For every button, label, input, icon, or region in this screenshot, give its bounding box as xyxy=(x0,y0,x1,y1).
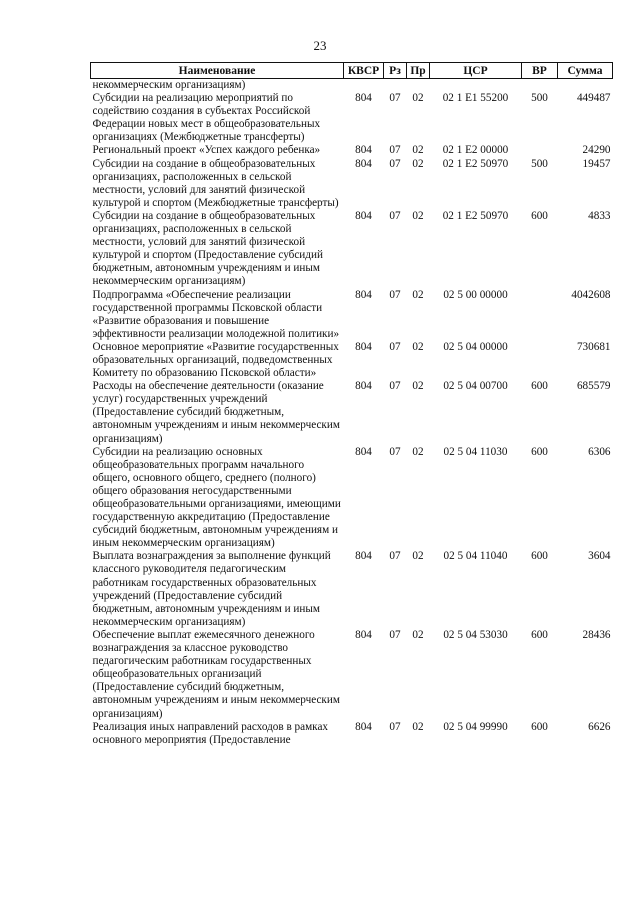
cell-kvsr: 804 xyxy=(355,380,372,393)
cell-kvsr: 804 xyxy=(355,550,372,563)
cell-pr: 02 xyxy=(412,720,424,733)
column-header-sum: Сумма xyxy=(558,63,613,79)
cell-csr xyxy=(430,79,522,93)
table-row xyxy=(91,79,613,93)
cell-pr: 02 xyxy=(412,628,424,641)
cell-sum: 19457 xyxy=(582,157,611,170)
cell-csr: 02 5 04 00700 xyxy=(443,380,508,393)
cell-csr: 02 5 04 99990 xyxy=(443,720,508,733)
cell-kvsr: 804 xyxy=(355,288,372,301)
cell-pr: 02 xyxy=(412,380,424,393)
cell-name: Выплата вознаграждения за выполнение функций классного руководителя педагогическим работникам государственных образовательных учреждений (Предоставление субсидий бюджетным, автономным учреждениям и иным некоммерческим организациям) xyxy=(92,550,331,628)
cell-kvsr: 804 xyxy=(355,340,372,353)
cell-vr: 600 xyxy=(531,550,548,563)
cell-kvsr: 804 xyxy=(355,144,372,157)
cell-name: Обеспечение выплат ежемесячного денежного вознаграждения за классное руководство педагогическим работникам государственных общеобразовательных организаций (Предоставление субсидий бюджетным, автономным учреждениям и иным некоммерческим организациям) xyxy=(92,628,340,720)
cell-rz: 07 xyxy=(389,209,401,222)
cell-name: Субсидии на реализацию мероприятий по содействию создания в субъектах Российской Федерации новых мест в общеобразовательных организациях (Межбюджетные трансферты) xyxy=(92,92,321,144)
cell-vr: 600 xyxy=(531,380,548,393)
cell-rz: 07 xyxy=(389,445,401,458)
cell-kvsr: 804 xyxy=(355,92,372,105)
cell-vr xyxy=(522,289,558,341)
table-row xyxy=(91,550,613,629)
column-header-kvsr: КВСР xyxy=(344,63,384,79)
cell-kvsr: 804 xyxy=(355,445,372,458)
cell-name: Подпрограмма «Обеспечение реализации государственной программы Псковской области «Развитие образования и повышение эффективности реализации молодежной политики» xyxy=(92,288,340,340)
cell-name: некоммерческим организациям) xyxy=(92,79,246,91)
cell-rz: 07 xyxy=(389,628,401,641)
cell-rz: 07 xyxy=(389,92,401,105)
cell-pr: 02 xyxy=(412,550,424,563)
table-row xyxy=(91,341,613,380)
column-header-csr: ЦСР xyxy=(430,63,522,79)
table-row xyxy=(91,446,613,551)
column-header-vr: ВР xyxy=(522,63,558,79)
cell-csr: 02 5 04 11030 xyxy=(443,445,508,458)
cell-sum: 28436 xyxy=(582,628,611,641)
cell-pr: 02 xyxy=(412,209,424,222)
cell-kvsr: 804 xyxy=(355,157,372,170)
cell-name: Основное мероприятие «Развитие государственных образовательных организаций, подведомственных Комитету по образованию Псковской области» xyxy=(92,340,339,380)
table-row xyxy=(91,721,613,747)
cell-vr: 500 xyxy=(531,92,548,105)
cell-pr xyxy=(407,79,430,93)
cell-pr: 02 xyxy=(412,288,424,301)
cell-rz: 07 xyxy=(389,380,401,393)
cell-sum: 4833 xyxy=(588,209,611,222)
cell-csr: 02 5 04 11040 xyxy=(443,550,508,563)
cell-pr: 02 xyxy=(412,157,424,170)
cell-csr: 02 5 00 00000 xyxy=(443,288,508,301)
cell-sum: 4042608 xyxy=(571,288,611,301)
cell-vr: 600 xyxy=(531,445,548,458)
table-row xyxy=(91,289,613,341)
cell-kvsr xyxy=(344,79,384,93)
table-row xyxy=(91,380,613,445)
cell-csr: 02 1 E1 55200 xyxy=(442,92,509,105)
cell-vr xyxy=(522,79,558,93)
budget-table xyxy=(90,62,613,747)
cell-csr: 02 1 E2 50970 xyxy=(442,157,509,170)
cell-name: Региональный проект «Успех каждого ребенка» xyxy=(92,144,321,157)
cell-kvsr: 804 xyxy=(355,628,372,641)
cell-name: Реализация иных направлений расходов в рамках основного мероприятия (Предоставление xyxy=(92,720,329,746)
cell-rz xyxy=(384,79,407,93)
cell-sum: 3604 xyxy=(588,550,611,563)
cell-rz: 07 xyxy=(389,340,401,353)
cell-rz: 07 xyxy=(389,720,401,733)
column-header-name: Наименование xyxy=(91,63,344,79)
cell-vr: 500 xyxy=(531,157,548,170)
cell-name: Расходы на обеспечение деятельности (оказание услуг) государственных учреждений (Предоставление субсидий бюджетным, автономным учреждениям и иным некоммерческим организациям) xyxy=(92,380,340,445)
page-number: 23 xyxy=(313,38,327,53)
cell-vr: 600 xyxy=(531,628,548,641)
cell-csr: 02 1 E2 00000 xyxy=(442,144,509,157)
table-row xyxy=(91,158,613,210)
cell-pr: 02 xyxy=(412,445,424,458)
column-header-rz: Рз xyxy=(384,63,407,79)
cell-pr: 02 xyxy=(412,340,424,353)
cell-kvsr: 804 xyxy=(355,209,372,222)
cell-rz: 07 xyxy=(389,144,401,157)
cell-vr xyxy=(522,144,558,157)
table-row xyxy=(91,144,613,157)
cell-name: Субсидии на создание в общеобразовательных организациях, расположенных в сельской местности, условий для занятий физической культурой и спортом (Межбюджетные трансферты) xyxy=(92,157,339,209)
cell-sum: 730681 xyxy=(576,340,611,353)
column-header-pr: Пр xyxy=(407,63,430,79)
table-row xyxy=(91,629,613,721)
cell-csr: 02 1 E2 50970 xyxy=(442,209,509,222)
cell-pr: 02 xyxy=(412,92,424,105)
cell-sum: 6626 xyxy=(588,720,611,733)
cell-csr: 02 5 04 53030 xyxy=(443,628,508,641)
cell-pr: 02 xyxy=(412,144,424,157)
table-header-row xyxy=(91,63,613,79)
cell-sum: 6306 xyxy=(588,445,611,458)
cell-vr: 600 xyxy=(531,720,548,733)
cell-rz: 07 xyxy=(389,288,401,301)
cell-rz: 07 xyxy=(389,550,401,563)
cell-vr xyxy=(522,341,558,380)
cell-vr: 600 xyxy=(531,209,548,222)
cell-name: Субсидии на создание в общеобразовательных организациях, расположенных в сельской местности, условий для занятий физической культурой и спортом (Предоставление субсидий бюджетным, автономным учреждениям и иным некоммерческим организациям) xyxy=(92,209,323,288)
table-row xyxy=(91,92,613,144)
cell-sum: 24290 xyxy=(582,144,611,157)
cell-kvsr: 804 xyxy=(355,720,372,733)
cell-sum: 685579 xyxy=(576,380,611,393)
cell-rz: 07 xyxy=(389,157,401,170)
cell-sum xyxy=(558,79,613,93)
table-body xyxy=(91,79,613,747)
cell-sum: 449487 xyxy=(576,92,611,105)
table-row xyxy=(91,210,613,289)
cell-csr: 02 5 04 00000 xyxy=(443,340,508,353)
cell-name: Субсидии на реализацию основных общеобразовательных программ начального общего, основного общего, среднего (полного) общего образования негосударственными общеобразовательными организациями, имеющими государственную аккредитацию (Предоставление субсидий бюджетным, автономным учреждениям и иным некоммерческим организациям) xyxy=(92,445,341,550)
